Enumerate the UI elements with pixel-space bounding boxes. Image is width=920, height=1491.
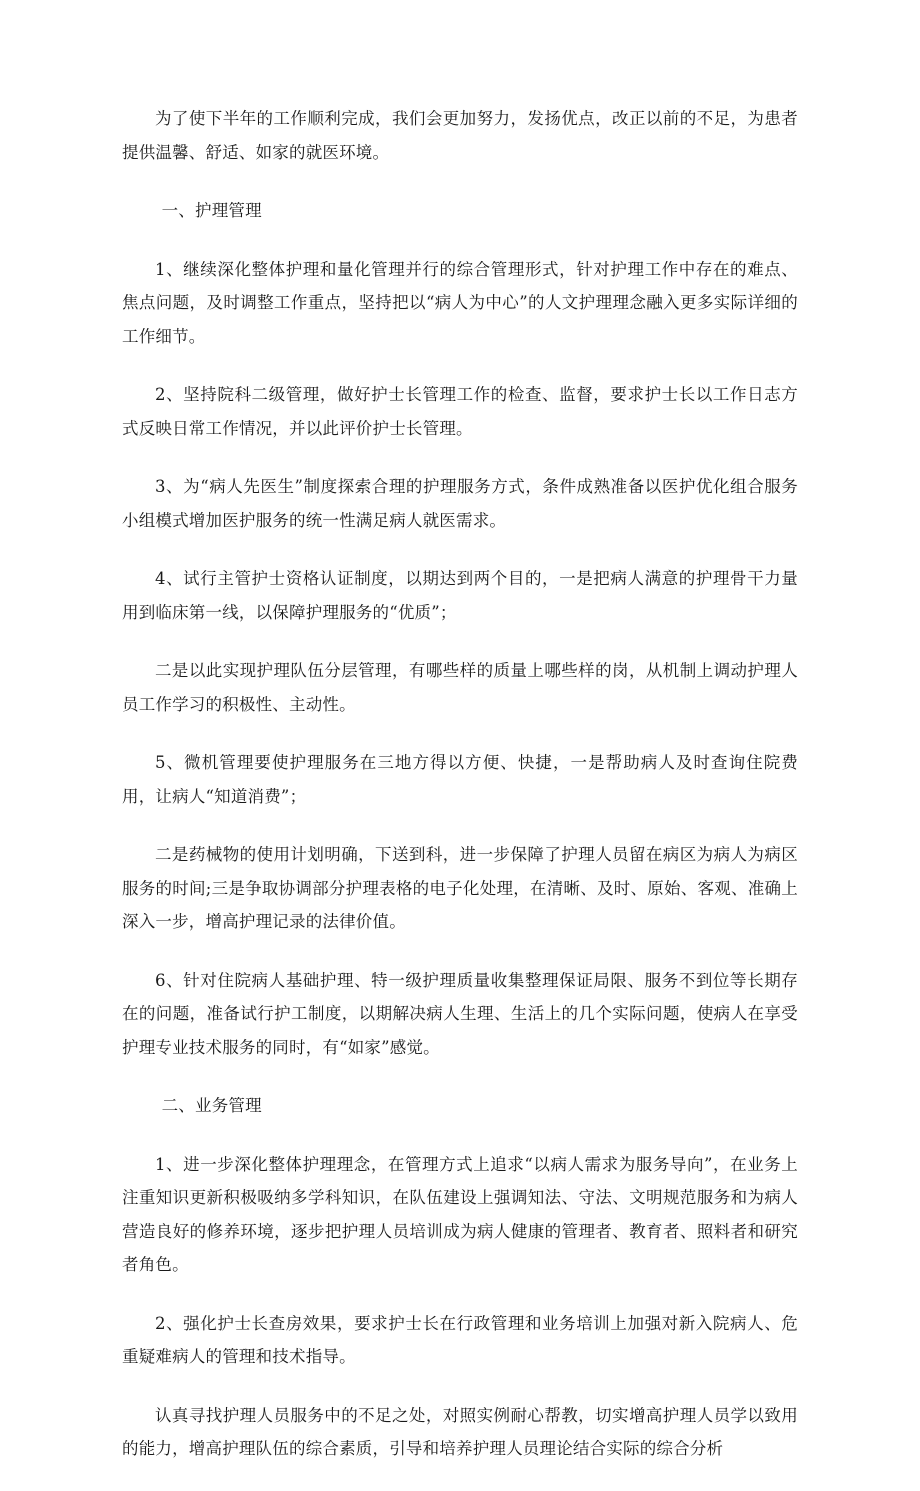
paragraph-nursing-6: 6、针对住院病人基础护理、特一级护理质量收集整理保证局限、服务不到位等长期存在的问题，准备试行护工制度，以期解决病人生理、生活上的几个实际问题，使病人在享受护理专业技术服务的同时，有“如家”感觉。 <box>122 970 798 1057</box>
paragraph-nursing-1: 1、继续深化整体护理和量化管理并行的综合管理形式，针对护理工作中存在的难点、焦点问题，及时调整工作重点，坚持把以“病人为中心”的人文护理理念融入更多实际详细的工作细节。 <box>122 259 798 346</box>
paragraph-business-2: 2、强化护士长查房效果，要求护士长在行政管理和业务培训上加强对新入院病人、危重疑难病人的管理和技术指导。 <box>122 1313 798 1366</box>
document-body <box>122 102 798 1491</box>
paragraph-nursing-4: 4、试行主管护士资格认证制度，以期达到两个目的，一是把病人满意的护理骨干力量用到临床第一线，以保障护理服务的“优质”； <box>122 569 798 622</box>
section-heading-business-management: 二、业务管理 <box>161 1096 262 1115</box>
section-heading-nursing-management: 一、护理管理 <box>161 201 262 220</box>
paragraph-nursing-4-continued: 二是以此实现护理队伍分层管理，有哪些样的质量上哪些样的岗，从机制上调动护理人员工作学习的积极性、主动性。 <box>122 661 798 714</box>
paragraph-nursing-5: 5、微机管理要使护理服务在三地方得以方便、快捷，一是帮助病人及时查询住院费用，让病人“知道消费”； <box>122 753 798 806</box>
paragraph-business-1: 1、进一步深化整体护理理念，在管理方式上追求“以病人需求为服务导向”，在业务上注重知识更新积极吸纳多学科知识，在队伍建设上强调知法、守法、文明规范服务和为病人营造良好的修养环境，逐步把护理人员培训成为病人健康的管理者、教育者、照料者和研究者角色。 <box>122 1154 798 1274</box>
paragraph-intro: 为了使下半年的工作顺利完成，我们会更加努力，发扬优点，改正以前的不足，为患者提供温馨、舒适、如家的就医环境。 <box>122 109 798 162</box>
paragraph-nursing-2: 2、坚持院科二级管理，做好护士长管理工作的检查、监督，要求护士长以工作日志方式反映日常工作情况，并以此评价护士长管理。 <box>122 385 798 438</box>
paragraph-nursing-5-continued: 二是药械物的使用计划明确，下送到科，进一步保障了护理人员留在病区为病人为病区服务的时间;三是争取协调部分护理表格的电子化处理，在清晰、及时、原始、客观、准确上深入一步，增高护理记录的法律价值。 <box>122 845 798 931</box>
paragraph-nursing-3: 3、为“病人先医生”制度探索合理的护理服务方式，条件成熟准备以医护优化组合服务小组模式增加医护服务的统一性满足病人就医需求。 <box>122 477 798 530</box>
paragraph-business-closing: 认真寻找护理人员服务中的不足之处，对照实例耐心帮教，切实增高护理人员学以致用的能力，增高护理队伍的综合素质，引导和培养护理人员理论结合实际的综合分析 <box>122 1405 798 1458</box>
